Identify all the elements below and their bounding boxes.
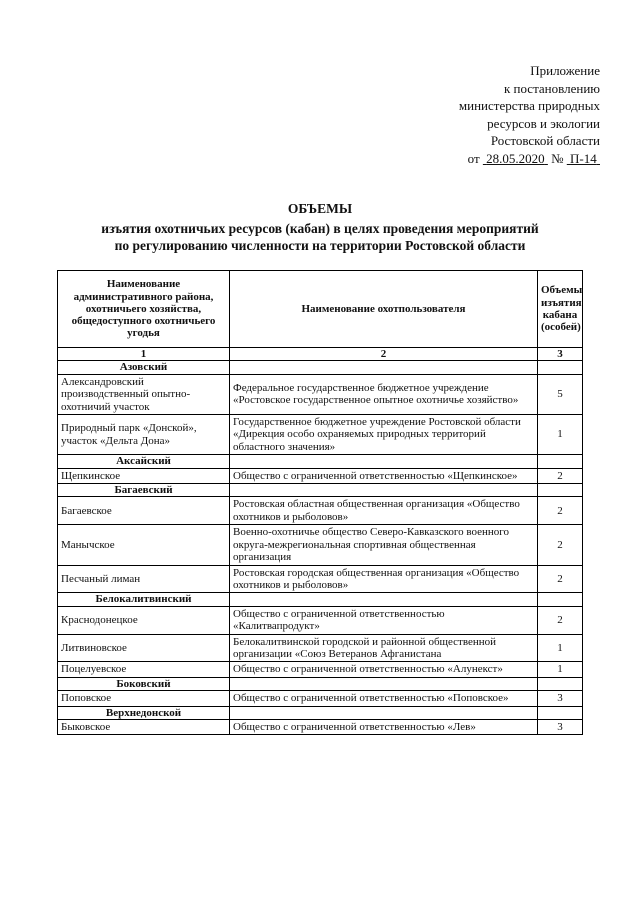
volume-cell: 2	[538, 565, 583, 593]
volume-cell: 5	[538, 374, 583, 414]
header-volume: Объемы изъятия кабана (особей)	[538, 271, 583, 348]
empty-cell	[230, 455, 538, 468]
area-cell: Поповское	[58, 691, 230, 706]
empty-cell	[230, 484, 538, 497]
empty-cell	[230, 593, 538, 606]
table-row	[58, 565, 583, 593]
volume-cell: 2	[538, 497, 583, 525]
appendix-line-2: к постановлению	[503, 80, 600, 96]
table-header-row	[58, 271, 583, 348]
table-row	[58, 415, 583, 455]
user-cell: Общество с ограниченной ответственностью «Щепкинское»	[230, 468, 538, 483]
table-row	[58, 691, 583, 706]
volume-cell: 2	[538, 525, 583, 565]
area-cell: Манычское	[58, 525, 230, 565]
empty-cell	[538, 455, 583, 468]
district-group-row	[58, 484, 583, 497]
empty-cell	[538, 361, 583, 374]
table-row	[58, 497, 583, 525]
document-subtitle-line-1: изъятия охотничьих ресурсов (кабан) в целях проведения мероприятий	[101, 221, 539, 236]
area-cell: Александровский производственный опытно-охотничий участок	[58, 374, 230, 414]
column-number-row	[58, 348, 583, 361]
number-sign: №	[551, 150, 564, 166]
user-cell: Общество с ограниченной ответственностью «Лев»	[230, 719, 538, 734]
district-name: Азовский	[58, 361, 230, 374]
column-number-1: 1	[58, 348, 230, 361]
user-cell: Общество с ограниченной ответственностью «Алунекст»	[230, 662, 538, 677]
district-group-row	[58, 361, 583, 374]
district-name: Верхнедонской	[58, 706, 230, 719]
volume-cell: 2	[538, 468, 583, 483]
appendix-line-1: Приложение	[530, 63, 600, 78]
column-number-3: 3	[538, 348, 583, 361]
table-row	[58, 468, 583, 483]
empty-cell	[538, 677, 583, 690]
decree-date: 28.05.2020	[486, 150, 545, 166]
volume-cell: 2	[538, 606, 583, 634]
document-subtitle-line-2: по регулированию численности на территории Ростовской области	[114, 238, 526, 253]
appendix-line-4: ресурсов и экологии	[487, 115, 600, 131]
user-cell: Общество с ограниченной ответственностью «Калитвапродукт»	[230, 606, 538, 634]
volume-cell: 1	[538, 634, 583, 662]
column-number-2: 2	[230, 348, 538, 361]
empty-cell	[538, 484, 583, 497]
volume-cell: 1	[538, 415, 583, 455]
district-name: Аксайский	[58, 455, 230, 468]
area-cell: Багаевское	[58, 497, 230, 525]
district-group-row	[58, 593, 583, 606]
table-row	[58, 374, 583, 414]
district-group-row	[58, 706, 583, 719]
decree-number: П-14	[570, 150, 597, 166]
district-name: Боковский	[58, 677, 230, 690]
user-cell: Ростовская областная общественная организация «Общество охотников и рыболовов»	[230, 497, 538, 525]
table-row	[58, 634, 583, 662]
table-body	[58, 348, 583, 735]
header-user: Наименование охотпользователя	[230, 271, 538, 348]
volume-cell: 1	[538, 662, 583, 677]
area-cell: Быковское	[58, 719, 230, 734]
appendix-block	[410, 62, 600, 167]
empty-cell	[230, 677, 538, 690]
table-row	[58, 719, 583, 734]
appendix-line-3: министерства природных	[458, 98, 600, 113]
area-cell: Литвиновское	[58, 634, 230, 662]
empty-cell	[538, 706, 583, 719]
header-area: Наименование административного района, охотничьего хозяйства, общедоступного охотничьего угодья	[58, 271, 230, 348]
area-cell: Щепкинское	[58, 468, 230, 483]
volume-cell: 3	[538, 719, 583, 734]
district-name: Багаевский	[58, 484, 230, 497]
table-row	[58, 606, 583, 634]
district-name: Белокалитвинский	[58, 593, 230, 606]
area-cell: Песчаный лиман	[58, 565, 230, 593]
document-title: ОБЪЕМЫ	[287, 201, 353, 216]
table-row	[58, 525, 583, 565]
appendix-line-5: Ростовской области	[490, 133, 600, 148]
user-cell: Общество с ограниченной ответственностью «Поповское»	[230, 691, 538, 706]
area-cell: Краснодонецкое	[58, 606, 230, 634]
district-group-row	[58, 677, 583, 690]
area-cell: Природный парк «Донской», участок «Дельта Дона»	[58, 415, 230, 455]
empty-cell	[230, 361, 538, 374]
user-cell: Белокалитвинской городской и районной общественной организации «Союз Ветеранов Афганистана	[230, 634, 538, 662]
user-cell: Военно-охотничье общество Северо-Кавказского военного округа-межрегиональная спортивная общественная организация	[230, 525, 538, 565]
volume-cell: 3	[538, 691, 583, 706]
appendix-date-line	[410, 150, 600, 168]
user-cell: Федеральное государственное бюджетное учреждение «Ростовское государственное опытное охотничье хозяйство»	[230, 374, 538, 414]
date-prefix: от	[467, 150, 480, 166]
district-group-row	[58, 455, 583, 468]
user-cell: Государственное бюджетное учреждение Ростовской области «Дирекция особо охраняемых природных территорий областного значения»	[230, 415, 538, 455]
user-cell: Ростовская городская общественная организация «Общество охотников и рыболовов»	[230, 565, 538, 593]
empty-cell	[538, 593, 583, 606]
table-row	[58, 662, 583, 677]
area-cell: Поцелуевское	[58, 662, 230, 677]
empty-cell	[230, 706, 538, 719]
hunting-volume-table	[57, 270, 583, 735]
